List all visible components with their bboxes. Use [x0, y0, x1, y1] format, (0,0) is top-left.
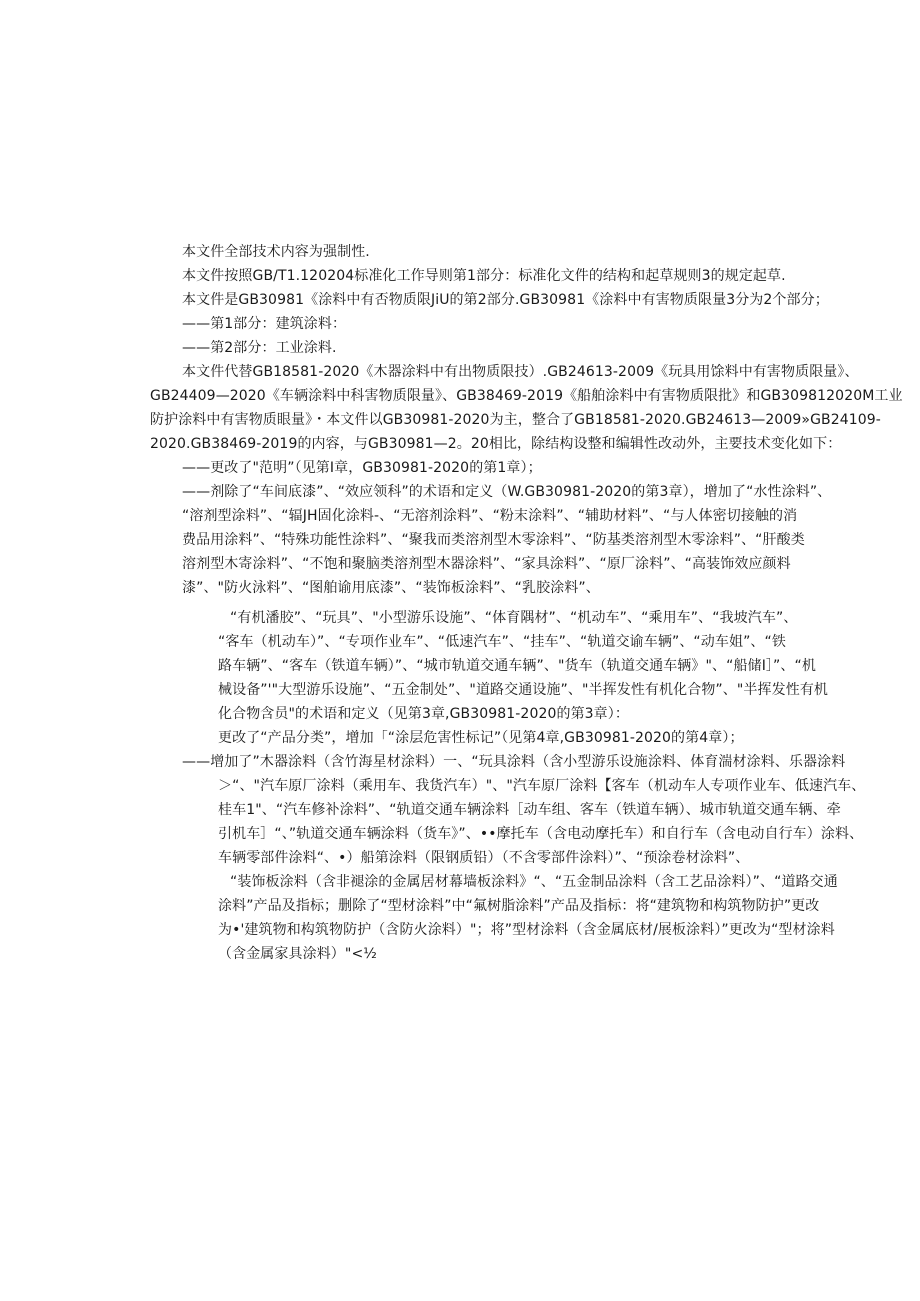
change-item-products-line-8: 为•'建筑物和构筑物防护（含防火涂料）"；将”型材涂料（含金属底材/展板涂料）”更改为“型材涂料	[218, 922, 835, 938]
paragraph-mandatory-statement: 本文件全部技术内容为强制性.	[182, 244, 370, 260]
change-item-terms-line-8: 路车辆”、“客车（铁道车辆）”、“城市轨道交通车辆”、"货车（轨道交通车辆》"、“船储I］”、“机	[218, 658, 816, 674]
change-item-terms-line-1: ——剂除了“车间底漆”、“效应领科”的术语和定义（W.GB30981-2020的第3章），增加了“水性涂料”、	[182, 484, 832, 500]
paragraph-replaces-line-1: 本文件代替GB18581-2020《木器涂料中有出物质限技）.GB24613-2009《玩具用馀料中有害物质限量》、	[182, 364, 859, 380]
change-item-terms-line-6: “有机潘胶”、“玩具”、"小型游乐设施”、“体育隅材”、“机动车”、“乘用车”、“我坡汽车”、	[230, 610, 798, 626]
change-item-classification: 更改了“产品分类”，增加「“涂层危害性标记”（见第4章,GB30981-2020的第4章）；	[218, 730, 744, 746]
change-item-terms-line-3: 费品用涂料”、“特殊功能性涂料”、“聚我而类溶剂型木零涂料”、“防基类溶剂型木零涂料”、“肝酸类	[182, 532, 805, 548]
paragraph-part-structure: 本文件是GB30981《涂料中有否物质限JiU的第2部分.GB30981《涂料中有害物质限量3分为2个部分；	[182, 292, 829, 308]
change-item-terms-line-4: 溶剂型木寄涂料”、“不饱和聚脑类溶剂型木器涂料”、“家具涂料”、“原厂涂料”、“高装饰效应颜料	[182, 556, 791, 572]
list-item-part-2: ——第2部分：工业涂料.	[182, 340, 337, 356]
change-item-terms-line-5: 漆”、"防火泳料”、“图舶谕用底漆”、“装饰板涂料”、“乳胶涂料”、	[182, 580, 600, 596]
change-item-terms-line-2: “溶剂型涂料”、“辐JH固化涂料-、“无溶剂涂料”、“粉末涂料”、“辅助材料”、“与人体密切接触的消	[182, 508, 798, 524]
paragraph-drafting-rules: 本文件按照GB/T1.120204标准化工作导则第1部分：标准化文件的结构和起草规则3的规定起草.	[182, 268, 786, 284]
change-item-products-line-2: ＞“、"汽车原厂涂料（乘用车、我货汽车）"、"汽车原厂涂料【客车（机动车人专项作业车、低速汽车、	[218, 778, 866, 794]
change-item-products-line-6: “装饰板涂料（含非褪涂的金属居材幕墙板涂料》“、“五金制品涂料（含工艺品涂料）”、“道路交通	[230, 874, 838, 890]
change-item-products-line-7: 涂料”产品及指标；删除了“型材涂料”中“氟树脂涂料”产品及指标：将“建筑物和构筑物防护”更改	[218, 898, 820, 914]
change-item-products-line-1: ——增加了”木器涂料（含竹海星材涂料）一、“玩具涂料（含小型游乐设施涂料、体育湍材涂料、乐器涂料	[182, 754, 846, 770]
change-item-products-line-9: （含金属家具涂料）"<½	[218, 946, 377, 962]
change-item-products-line-5: 车辆零部件涂料“、•）船第涂料（限钢质铅）（不含零部件涂料）”、“预涂卷材涂料”、	[218, 850, 750, 866]
change-item-products-line-4: 引机车］“、”轨道交通车辆涂料（货车》”、••摩托车（含电动摩托车）和自行车（含电动自行车）涂料、	[218, 826, 864, 842]
change-item-scope: ——更改了"范明”（见第I章，GB30981-2020的第1章）；	[182, 460, 542, 476]
change-item-products-line-3: 桂车1"、“汽车修补涂料”、“轨道交通车辆涂料［动车组、客车（铁道车辆）、城市轨道交通车辆、牵	[218, 802, 841, 818]
list-item-part-1: ——第1部分：建筑涂料：	[182, 316, 347, 332]
change-item-terms-line-10: 化合物含员"的术语和定义（见第3章,GB30981-2020的第3章）：	[218, 706, 629, 722]
paragraph-replaces-line-2: GB24409—2020《车辆涂料中科害物质限量》、GB38469-2019《船舶涂料中有害物质限批》和GB309812020M工业	[150, 388, 903, 404]
paragraph-replaces-line-4: 2020.GB38469-2019的内容，与GB30981—2。20相比，除结构设整和编辑性改动外，主要技术变化如下：	[150, 436, 842, 452]
change-item-terms-line-9: 械设备”'"大型游乐设施”、“五金制处”、"道路交通设施”、"半挥发性有机化合物”、"半挥发性有机	[218, 682, 829, 698]
paragraph-replaces-line-3: 防护涂料中有害物质眼量》・本文件以GB30981-2020为主，整合了GB18581-2020.GB24613—2009»GB24109-	[150, 412, 881, 428]
change-item-terms-line-7: “客车（机动车）”、“专项作业车”、“低速汽车”、“挂车”、“轨道交谕车辆”、“动车姐”、“铁	[218, 634, 786, 650]
